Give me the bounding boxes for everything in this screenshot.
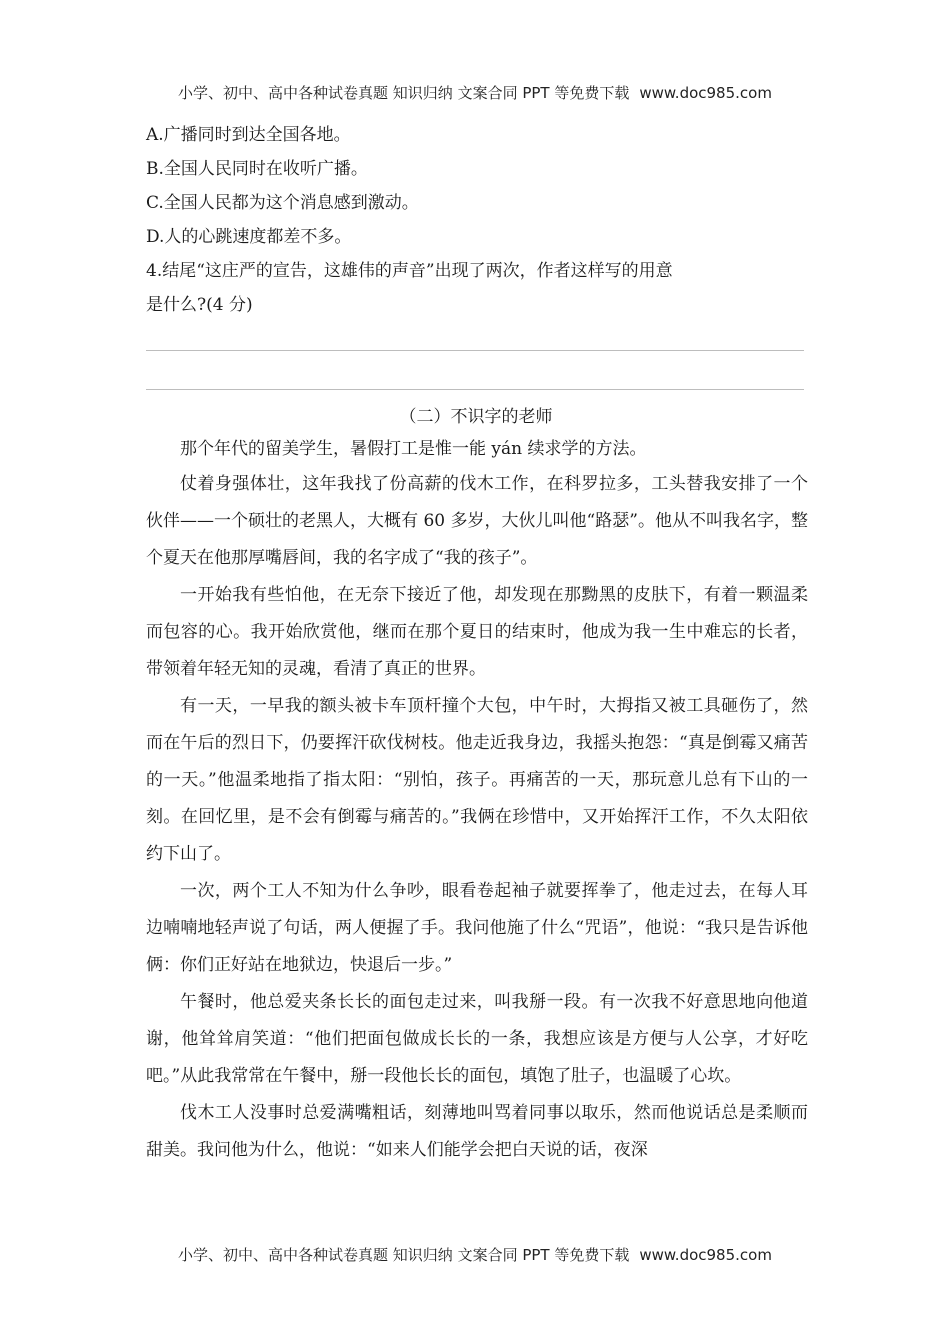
paragraph: 那个年代的留美学生，暑假打工是惟一能 yán 续求学的方法。 [180,439,647,459]
answer-line-2 [146,389,804,390]
footer-text: 小学、初中、高中各种试卷真题 知识归纳 文案合同 PPT 等免费下载 [178,1246,630,1264]
paragraph: 一次，两个工人不知为什么争吵，眼看卷起袖子就要挥拳了，他走过去，在每人耳边喃喃地轻声说了句话，两人便握了手。我问他施了什么“咒语”，他说：“我只是告诉他俩：你们正好站在地狱边，快退后一步。” [146,881,808,975]
header-url-link[interactable]: www.doc985.com [639,84,772,102]
question-4-line-2: 是什么?(4 分) [146,295,253,315]
option-c: C.全国人民都为这个消息感到激动。 [146,193,419,213]
article-body [146,432,808,1169]
question-4-line-1: 4.结尾“这庄严的宣告，这雄伟的声音”出现了两次，作者这样写的用意 [146,261,673,281]
paragraph: 有一天，一早我的额头被卡车顶杆撞个大包，中午时，大拇指又被工具砸伤了，然而在午后的烈日下，仍要挥汗砍伐树枝。他走近我身边，我摇头抱怨：“真是倒霉又痛苦的一天。”他温柔地指了指太阳：“别怕，孩子。再痛苦的一天，那玩意儿总有下山的一刻。在回忆里，是不会有倒霉与痛苦的。”我俩在珍惜中，又开始挥汗工作，不久太阳依约下山了。 [146,696,808,864]
option-a: A.广播同时到达全国各地。 [146,125,351,145]
option-d: D.人的心跳速度都差不多。 [146,227,352,247]
option-b: B.全国人民同时在收听广播。 [146,159,368,179]
paragraph: 一开始我有些怕他，在无奈下接近了他，却发现在那黝黑的皮肤下，有着一颗温柔而包容的心。我开始欣赏他，继而在那个夏日的结束时，他成为我一生中难忘的长者，带领着年轻无知的灵魂，看清了真正的世界。 [146,585,808,679]
section-title: （二）不识字的老师 [399,407,553,427]
page-footer [0,1244,950,1265]
paragraph: 仗着身强体壮，这年我找了份高薪的伐木工作，在科罗拉多，工头替我安排了一个伙伴——一个硕壮的老黑人，大概有 60 多岁，大伙儿叫他“路瑟”。他从不叫我名字，整个夏天在他那厚嘴唇间，我的名字成了“我的孩子”。 [146,474,808,568]
answer-line-1 [146,350,804,351]
header-text: 小学、初中、高中各种试卷真题 知识归纳 文案合同 PPT 等免费下载 [178,84,630,102]
paragraph: 午餐时，他总爱夹条长长的面包走过来，叫我掰一段。有一次我不好意思地向他道谢，他耸耸肩笑道：“他们把面包做成长长的一条，我想应该是方便与人公享，才好吃吧。”从此我常常在午餐中，掰一段他长长的面包，填饱了肚子，也温暖了心坎。 [146,992,808,1086]
paragraph: 伐木工人没事时总爱满嘴粗话，刻薄地叫骂着同事以取乐，然而他说话总是柔顺而甜美。我问他为什么，他说：“如来人们能学会把白天说的话，夜深 [146,1103,808,1160]
footer-url-link[interactable]: www.doc985.com [639,1246,772,1264]
question-options [146,118,826,322]
page-header [0,82,950,103]
